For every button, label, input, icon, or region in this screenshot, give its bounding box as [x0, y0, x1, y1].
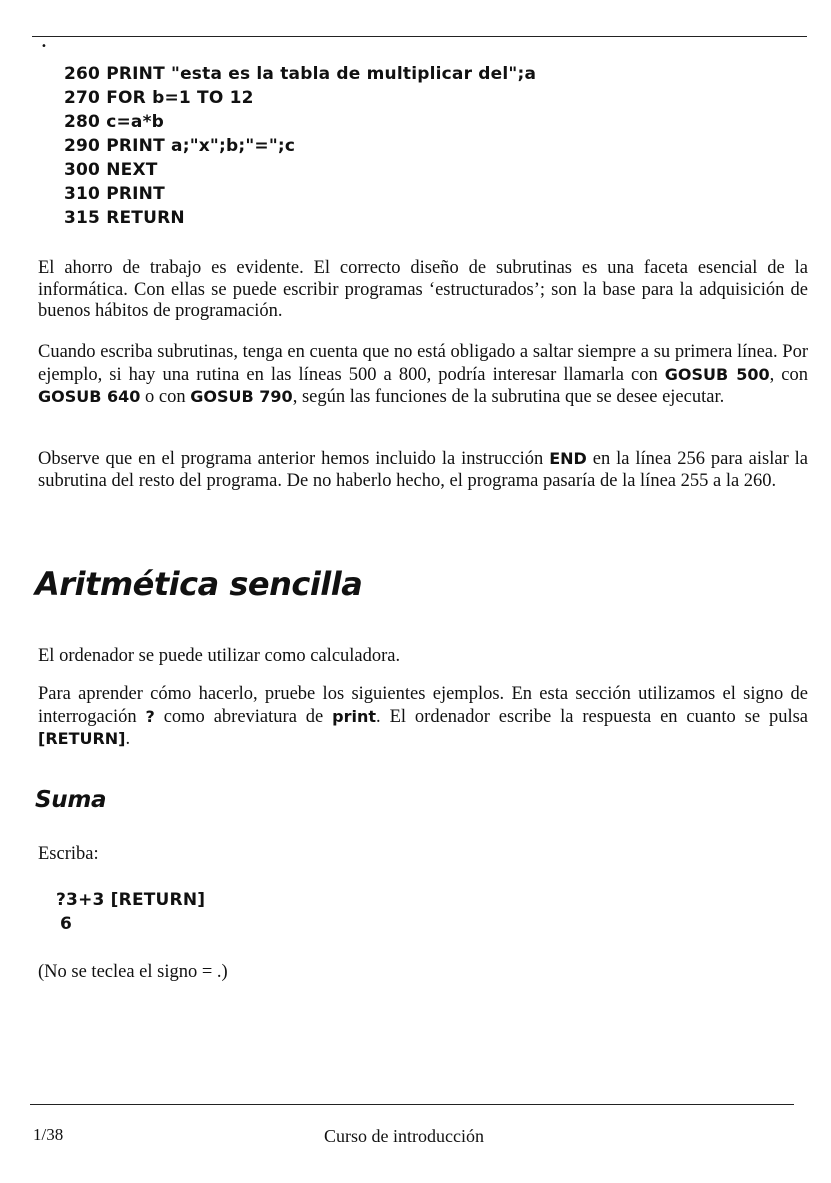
margin-dot: • — [41, 41, 47, 52]
paragraph-savings: El ahorro de trabajo es evidente. El correcto diseño de subrutinas es una faceta esencial de la informática. Con ellas se puede escribir programas ‘estructurados’; son la base para la adquisición de buenos hábitos de programación. — [38, 258, 808, 321]
keyword-question-mark: ? — [145, 706, 155, 726]
code-line: ?3+3 [RETURN] — [56, 890, 206, 910]
paragraph-end-instruction: Observe que en el programa anterior hemos incluido la instrucción END en la línea 256 para aislar la subrutina del resto del programa. De no haberlo hecho, el programa pasaría de la línea 255 a la 260. — [38, 449, 808, 491]
paragraph-subroutines: Cuando escriba subrutinas, tenga en cuenta que no está obligado a saltar siempre a su primera línea. Por ejemplo, si hay una rutina en las líneas 500 a 800, podría interesar llamarla con GOSUB 500, con GOSUB 640 o con GOSUB 790, según las funciones de la subrutina que se desee ejecutar. — [38, 342, 809, 407]
keyword-end: END — [549, 449, 587, 468]
code-block-2 — [56, 888, 205, 936]
paragraph-note: (No se teclea el signo = .) — [38, 962, 228, 982]
code-line: 310 PRINT — [64, 184, 165, 204]
keyword-gosub-500: GOSUB 500 — [664, 364, 770, 384]
heading-sum: Suma — [35, 787, 107, 813]
code-line: 270 FOR b=1 TO 12 — [64, 88, 254, 108]
bottom-rule — [30, 1104, 794, 1105]
paragraph-examples: Para aprender cómo hacerlo, pruebe los siguientes ejemplos. En esta sección utilizamos el signo de interrogación ? como abreviatura de print. El ordenador escribe la respuesta en cuanto se pulsa [RETURN]. — [38, 684, 808, 749]
code-line: 290 PRINT a;"x";b;"=";c — [64, 136, 296, 156]
keyword-return: [RETURN] — [38, 729, 126, 748]
code-block-1 — [64, 62, 536, 230]
code-line: 260 PRINT "esta es la tabla de multiplicar del";a — [64, 64, 537, 84]
code-line: 300 NEXT — [64, 160, 158, 180]
keyword-print: print — [332, 706, 377, 726]
keyword-gosub-790: GOSUB 790 — [190, 387, 293, 406]
paragraph-calculator: El ordenador se puede utilizar como calculadora. — [38, 646, 401, 666]
footer-title: Curso de introducción — [324, 1126, 484, 1146]
paragraph-type: Escriba: — [38, 844, 99, 864]
top-rule — [32, 36, 807, 37]
heading-arithmetic: Aritmética sencilla — [35, 565, 363, 603]
keyword-gosub-640: GOSUB 640 — [38, 387, 141, 406]
code-line: 315 RETURN — [64, 208, 185, 228]
page-number: 1/38 — [33, 1125, 64, 1144]
code-line: 280 c=a*b — [64, 112, 165, 132]
code-line: 6 — [60, 914, 73, 934]
